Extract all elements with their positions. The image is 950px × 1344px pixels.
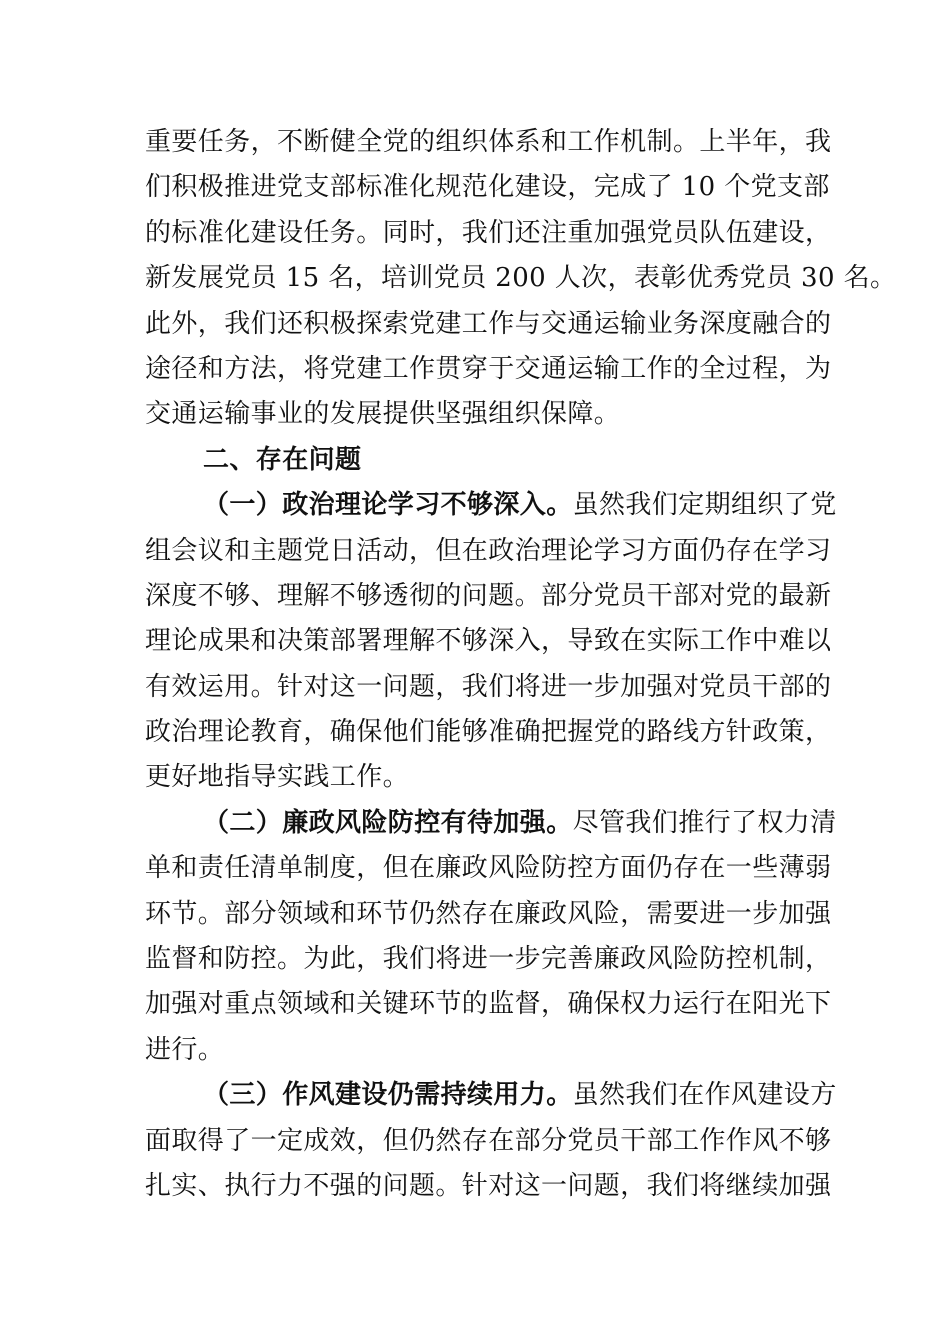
text-line: 交通运输事业的发展提供坚强组织保障。 xyxy=(145,399,621,430)
item-first-rest: 虽然我们在作风建设方 xyxy=(572,1080,837,1111)
text-line: 进行。 xyxy=(145,1034,225,1065)
text-line: 加强对重点领域和关键环节的监督，确保权力运行在阳光下 xyxy=(145,989,832,1020)
text-line: 面取得了一定成效，但仍然存在部分党员干部工作作风不够 xyxy=(145,1125,832,1156)
text-line: 途径和方法，将党建工作贯穿于交通运输工作的全过程，为 xyxy=(145,353,832,384)
text-line: 理论成果和决策部署理解不够深入，导致在实际工作中难以 xyxy=(145,626,832,657)
issue-item-1 xyxy=(145,483,837,801)
intro-paragraph xyxy=(145,120,897,438)
text-line: 们积极推进党支部标准化规范化建设，完成了 10 个党支部 xyxy=(145,172,830,203)
text-line: 的标准化建设任务。同时，我们还注重加强党员队伍建设， xyxy=(145,217,832,248)
text-line: 单和责任清单制度，但在廉政风险防控方面仍存在一些薄弱 xyxy=(145,853,832,884)
item-first-line xyxy=(145,801,837,846)
text-line: 监督和防控。为此，我们将进一步完善廉政风险防控机制， xyxy=(145,944,832,975)
item-first-rest: 虽然我们定期组织了党 xyxy=(572,490,837,521)
item-first-line xyxy=(145,1073,837,1118)
item-first-rest: 尽管我们推行了权力清 xyxy=(572,807,837,838)
text-line: 政治理论教育，确保他们能够准确把握党的路线方针政策， xyxy=(145,717,832,748)
text-line: 此外，我们还积极探索党建工作与交通运输业务深度融合的 xyxy=(145,308,832,339)
text-line: 组会议和主题党日活动，但在政治理论学习方面仍存在学习 xyxy=(145,535,832,566)
text-line: 深度不够、理解不够透彻的问题。部分党员干部对党的最新 xyxy=(145,580,832,611)
item-first-line xyxy=(145,483,837,528)
text-line: 有效运用。针对这一问题，我们将进一步加强对党员干部的 xyxy=(145,671,832,702)
text-line: 更好地指导实践工作。 xyxy=(145,762,410,793)
text-line: 新发展党员 15 名，培训党员 200 人次，表彰优秀党员 30 名。 xyxy=(145,263,897,294)
item-lead: （一）政治理论学习不够深入。 xyxy=(203,490,573,521)
item-lead: （三）作风建设仍需持续用力。 xyxy=(203,1080,573,1111)
section-heading: 二、存在问题 xyxy=(203,444,362,475)
text-line: 环节。部分领域和环节仍然存在廉政风险，需要进一步加强 xyxy=(145,898,832,929)
text-line: 重要任务，不断健全党的组织体系和工作机制。上半年，我 xyxy=(145,127,832,157)
text-line: 扎实、执行力不强的问题。针对这一问题，我们将继续加强 xyxy=(145,1170,832,1201)
document-page xyxy=(145,120,897,1209)
issue-item-3 xyxy=(145,1073,837,1209)
item-lead: （二）廉政风险防控有待加强。 xyxy=(203,807,573,838)
issue-item-2 xyxy=(145,801,837,1073)
